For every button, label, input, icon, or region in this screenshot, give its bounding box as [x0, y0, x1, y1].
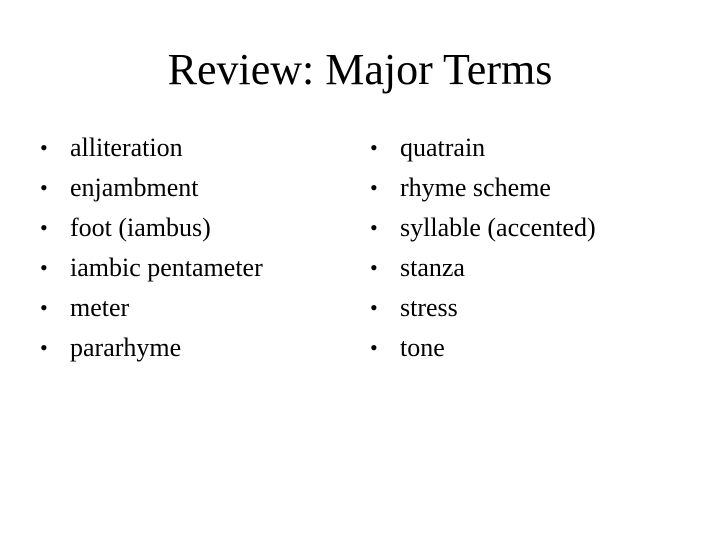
- list-item: [370, 248, 700, 288]
- bullet-icon: •: [370, 295, 378, 320]
- term-text: tone: [400, 333, 445, 362]
- bullet-icon: •: [40, 135, 48, 160]
- term-text: iambic pentameter: [70, 253, 263, 282]
- term-text: pararhyme: [70, 333, 182, 362]
- bullet-icon: •: [370, 215, 378, 240]
- list-item: [40, 208, 340, 248]
- list-item: [370, 208, 700, 248]
- term-text: syllable (accented): [400, 213, 596, 242]
- term-text: stanza: [400, 253, 465, 282]
- bullet-icon: •: [370, 255, 378, 280]
- right-term-list: [370, 128, 700, 368]
- term-text: stress: [400, 293, 458, 322]
- bullet-icon: •: [40, 335, 48, 360]
- bullet-icon: •: [370, 135, 378, 160]
- bullet-icon: •: [370, 335, 378, 360]
- list-item: [40, 168, 340, 208]
- left-term-list: [40, 128, 340, 368]
- term-text: alliteration: [70, 133, 183, 162]
- slide-title: Review: Major Terms: [167, 45, 553, 94]
- term-text: enjambment: [70, 173, 199, 202]
- list-item: [40, 248, 340, 288]
- list-item: [370, 128, 700, 168]
- term-text: foot (iambus): [70, 213, 211, 242]
- list-item: [40, 128, 340, 168]
- list-item: [370, 288, 700, 328]
- list-item: [40, 328, 340, 368]
- bullet-icon: •: [40, 175, 48, 200]
- bullet-icon: •: [370, 175, 378, 200]
- term-text: rhyme scheme: [400, 173, 551, 202]
- bullet-icon: •: [40, 295, 48, 320]
- list-item: [370, 328, 700, 368]
- list-item: [370, 168, 700, 208]
- bullet-icon: •: [40, 215, 48, 240]
- bullet-icon: •: [40, 255, 48, 280]
- list-item: [40, 288, 340, 328]
- term-text: meter: [70, 293, 130, 322]
- term-text: quatrain: [400, 133, 486, 162]
